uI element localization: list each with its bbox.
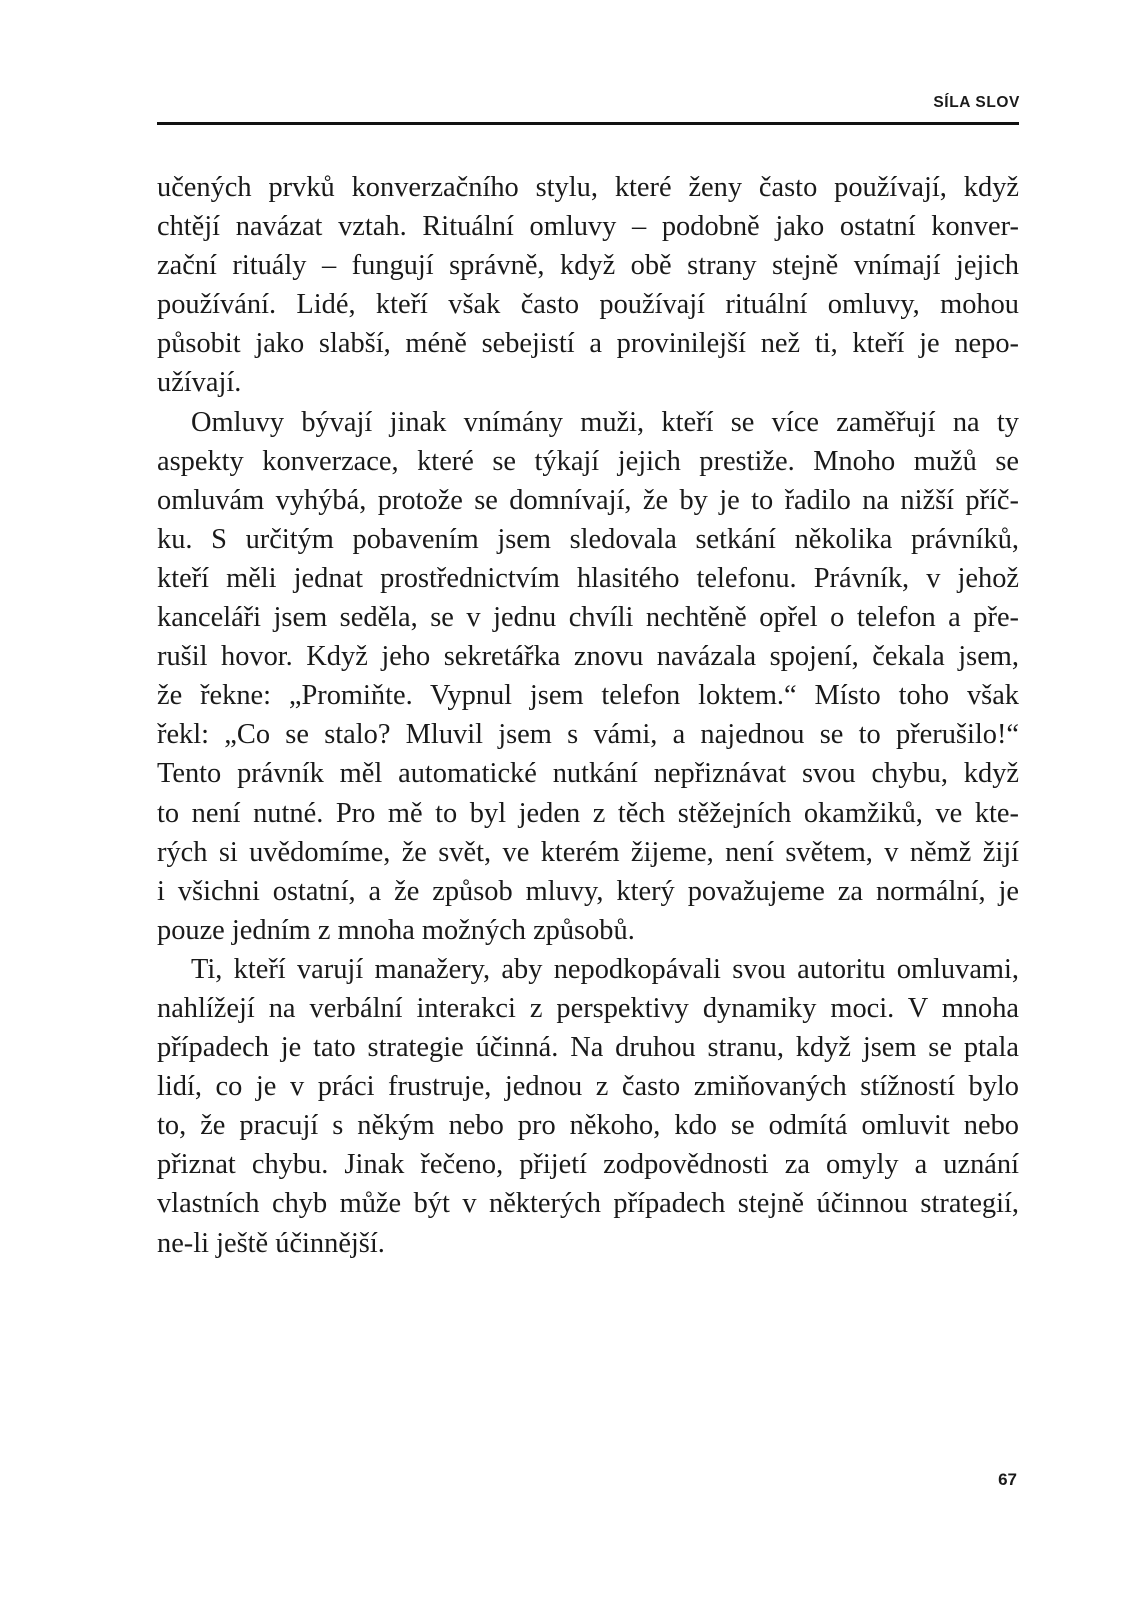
text-line: používání. Lidé, kteří však často používají rituální omluvy, mohou [157,289,1019,321]
text-line: ne-li ještě účinnější. [157,1227,385,1259]
text-line: ku. S určitým pobavením jsem sledovala setkání několika právníků, [157,523,1019,555]
text-line: omluvám vyhýbá, protože se domnívají, že by je to řadilo na nižší příč- [157,484,1019,516]
text-line: Ti, kteří varují manažery, aby nepodkopávali svou autoritu omluvami, [191,953,1019,985]
text-line: Tento právník měl automatické nutkání nepřiznávat svou chybu, když [157,758,1019,790]
page-number: 67 [998,1470,1017,1489]
text-line: nahlížejí na verbální interakci z perspektivy dynamiky moci. V mnoha [157,992,1019,1024]
text-line: přiznat chybu. Jinak řečeno, přijetí zodpovědnosti za omyly a uznání [157,1149,1019,1181]
text-line: že řekne: „Promiňte. Vypnul jsem telefon loktem.“ Místo toho však [157,680,1019,712]
text-line: lidí, co je v práci frustruje, jednou z často zmiňovaných stížností bylo [157,1071,1019,1103]
text-line: pouze jedním z mnoha možných způsobů. [157,914,635,946]
header-rule [157,122,1019,125]
body-text [157,168,1019,1263]
text-line: Omluvy bývají jinak vnímány muži, kteří se více zaměřují na ty [191,406,1019,438]
running-head: SÍLA SLOV [933,94,1020,111]
text-line: to, že pracují s někým nebo pro někoho, kdo se odmítá omluvit nebo [157,1110,1019,1142]
text-line: užívají. [157,367,242,399]
text-line: i všichni ostatní, a že způsob mluvy, který považujeme za normální, je [157,875,1019,907]
text-line: rušil hovor. Když jeho sekretářka znovu navázala spojení, čekala jsem, [157,641,1019,673]
text-line: kteří měli jednat prostřednictvím hlasitého telefonu. Právník, v jehož [157,562,1019,594]
text-line: vlastních chyb může být v některých případech stejně účinnou strategií, [157,1188,1019,1220]
text-line: řekl: „Co se stalo? Mluvil jsem s vámi, a najednou se to přerušilo!“ [157,719,1019,751]
text-line: učených prvků konverzačního stylu, které ženy často používají, když [157,172,1019,203]
text-line: kanceláři jsem seděla, se v jednu chvíli nechtěně opřel o telefon a pře- [157,602,1019,634]
text-line: chtějí navázat vztah. Rituální omluvy – podobně jako ostatní konver- [157,211,1019,243]
text-line: zační rituály – fungují správně, když obě strany stejně vnímají jejich [157,250,1019,282]
text-line: případech je tato strategie účinná. Na druhou stranu, když jsem se ptala [157,1032,1019,1064]
text-line: působit jako slabší, méně sebejistí a provinilejší než ti, kteří je nepo- [157,328,1019,360]
text-line: rých si uvědomíme, že svět, ve kterém žijeme, není světem, v němž žijí [157,836,1019,868]
text-line: to není nutné. Pro mě to byl jeden z těch stěžejních okamžiků, ve kte- [157,797,1019,829]
text-line: aspekty konverzace, které se týkají jejich prestiže. Mnoho mužů se [157,445,1019,477]
